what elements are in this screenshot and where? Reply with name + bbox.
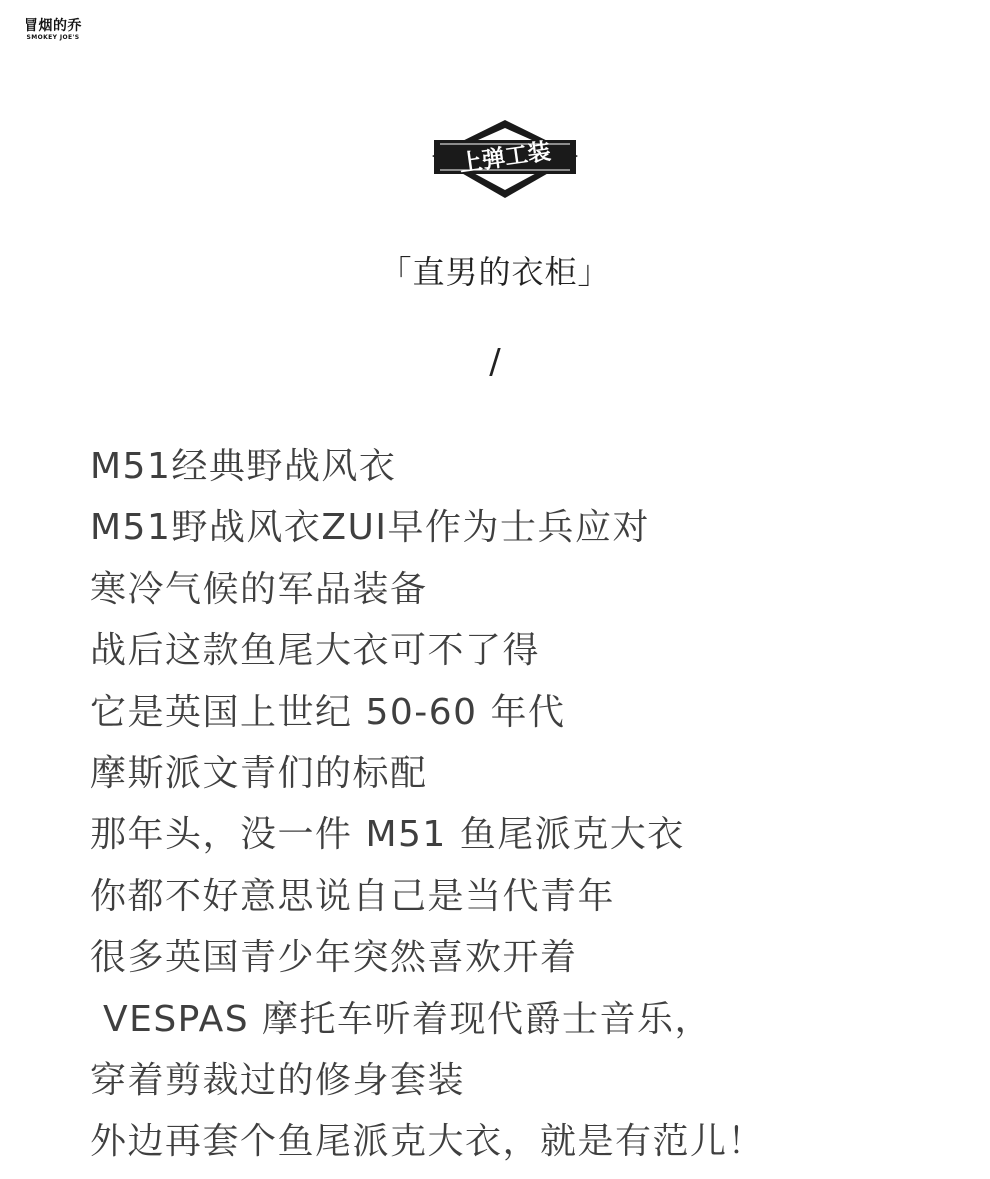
- article-line: VESPAS 摩托车听着现代爵士音乐，: [90, 998, 712, 1040]
- section-title: 「直男的衣柜」: [379, 253, 611, 291]
- article-line: 摩斯派文青们的标配: [90, 752, 428, 794]
- article-line: M51野战风衣ZUI早作为士兵应对: [90, 507, 650, 549]
- article-line: M51经典野战风衣: [90, 446, 397, 487]
- article-body: [90, 436, 950, 1173]
- brand-subtitle: SMOKEY JOE'S: [26, 34, 80, 41]
- section-divider: /: [489, 342, 501, 382]
- brand-logo: [18, 18, 88, 42]
- article-line: 很多英国青少年突然喜欢开着: [90, 937, 578, 979]
- article-line: 你都不好意思说自己是当代青年: [90, 875, 616, 917]
- article-line: 外边再套个鱼尾派克大衣，就是有范儿！: [90, 1121, 766, 1163]
- section-logo: [430, 118, 580, 200]
- article-line: 穿着剪裁过的修身套装: [90, 1059, 466, 1101]
- section-logo-graphic: [430, 118, 580, 200]
- article-line: 那年头，没一件 M51 鱼尾派克大衣: [90, 814, 685, 856]
- logo-text: 上弹工装: [457, 138, 553, 178]
- brand-name: 冒烟的乔: [24, 18, 82, 34]
- article-line: 寒冷气候的军品装备: [90, 568, 428, 610]
- article-line: 它是英国上世纪 50-60 年代: [90, 691, 566, 733]
- article-line: 战后这款鱼尾大衣可不了得: [90, 630, 541, 672]
